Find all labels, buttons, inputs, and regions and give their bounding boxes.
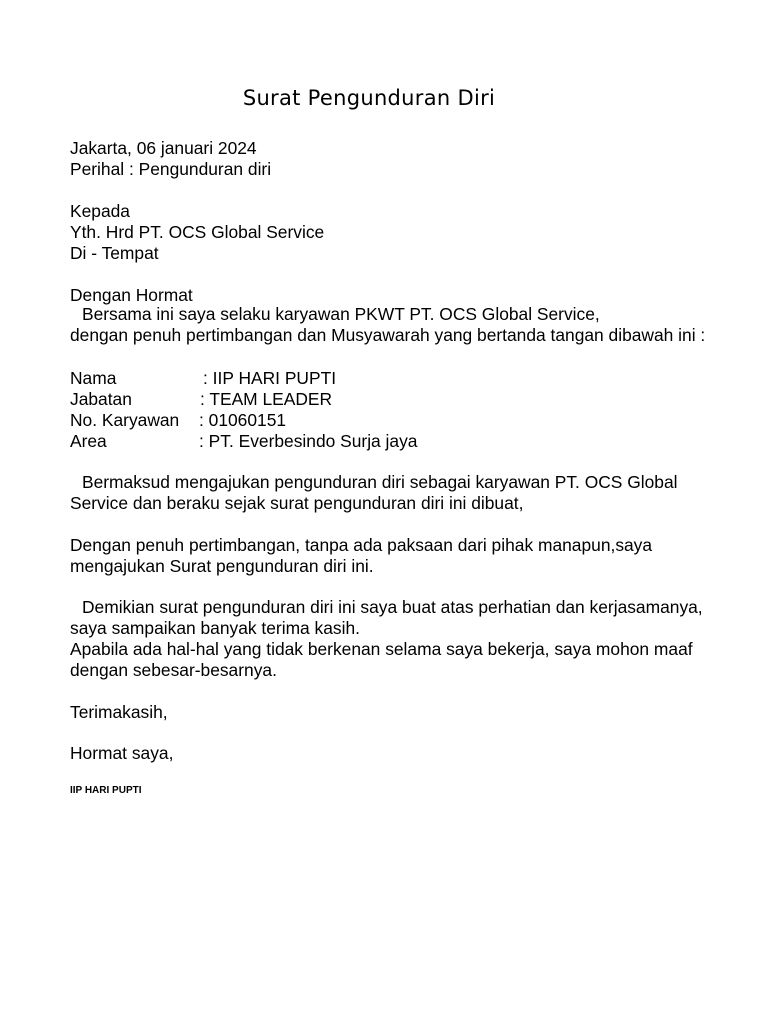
- letter-title: Surat Pengunduran Diri: [242, 86, 496, 110]
- subject-line: Perihal : Pengunduran diri: [70, 159, 272, 179]
- paragraph-1-line-2: Service dan beraku sejak surat pengunduran diri ini dibuat,: [70, 493, 524, 513]
- field-value-jabatan: : TEAM LEADER: [200, 389, 333, 409]
- date-line: Jakarta, 06 januari 2024: [70, 138, 257, 158]
- paragraph-2-line-2: mengajukan Surat pengunduran diri ini.: [70, 556, 374, 576]
- paragraph-3-line-3: Apabila ada hal-hal yang tidak berkenan selama saya bekerja, saya mohon maaf: [70, 639, 693, 659]
- field-label-nama: Nama: [70, 368, 117, 388]
- paragraph-1-line-1: Bermaksud mengajukan pengunduran diri sebagai karyawan PT. OCS Global: [82, 472, 678, 492]
- paragraph-3-line-2: saya sampaikan banyak terima kasih.: [70, 618, 360, 638]
- field-label-area: Area: [70, 431, 107, 451]
- field-label-no-karyawan: No. Karyawan: [70, 410, 180, 430]
- signature-name: IIP HARI PUPTI: [70, 785, 142, 796]
- intro-line-1: Bersama ini saya selaku karyawan PKWT PT. OCS Global Service,: [82, 304, 600, 324]
- paragraph-3-line-4: dengan sebesar-besarnya.: [70, 660, 277, 680]
- field-value-no-karyawan: : 01060151: [199, 410, 287, 430]
- field-label-jabatan: Jabatan: [70, 389, 132, 409]
- thanks-line: Terimakasih,: [70, 702, 168, 722]
- intro-line-2: dengan penuh pertimbangan dan Musyawarah yang bertanda tangan dibawah ini :: [70, 325, 706, 345]
- closing-line: Hormat saya,: [70, 743, 174, 763]
- recipient-place: Di - Tempat: [70, 243, 159, 263]
- paragraph-3-line-1: Demikian surat pengunduran diri ini saya buat atas perhatian dan kerjasamanya,: [82, 597, 703, 617]
- greeting: Dengan Hormat: [70, 285, 193, 305]
- paragraph-2-line-1: Dengan penuh pertimbangan, tanpa ada paksaan dari pihak manapun,saya: [70, 535, 653, 555]
- recipient-kepada: Kepada: [70, 201, 130, 221]
- field-value-nama: : IIP HARI PUPTI: [203, 368, 337, 388]
- field-value-area: : PT. Everbesindo Surja jaya: [199, 431, 418, 451]
- recipient-name: Yth. Hrd PT. OCS Global Service: [70, 222, 325, 242]
